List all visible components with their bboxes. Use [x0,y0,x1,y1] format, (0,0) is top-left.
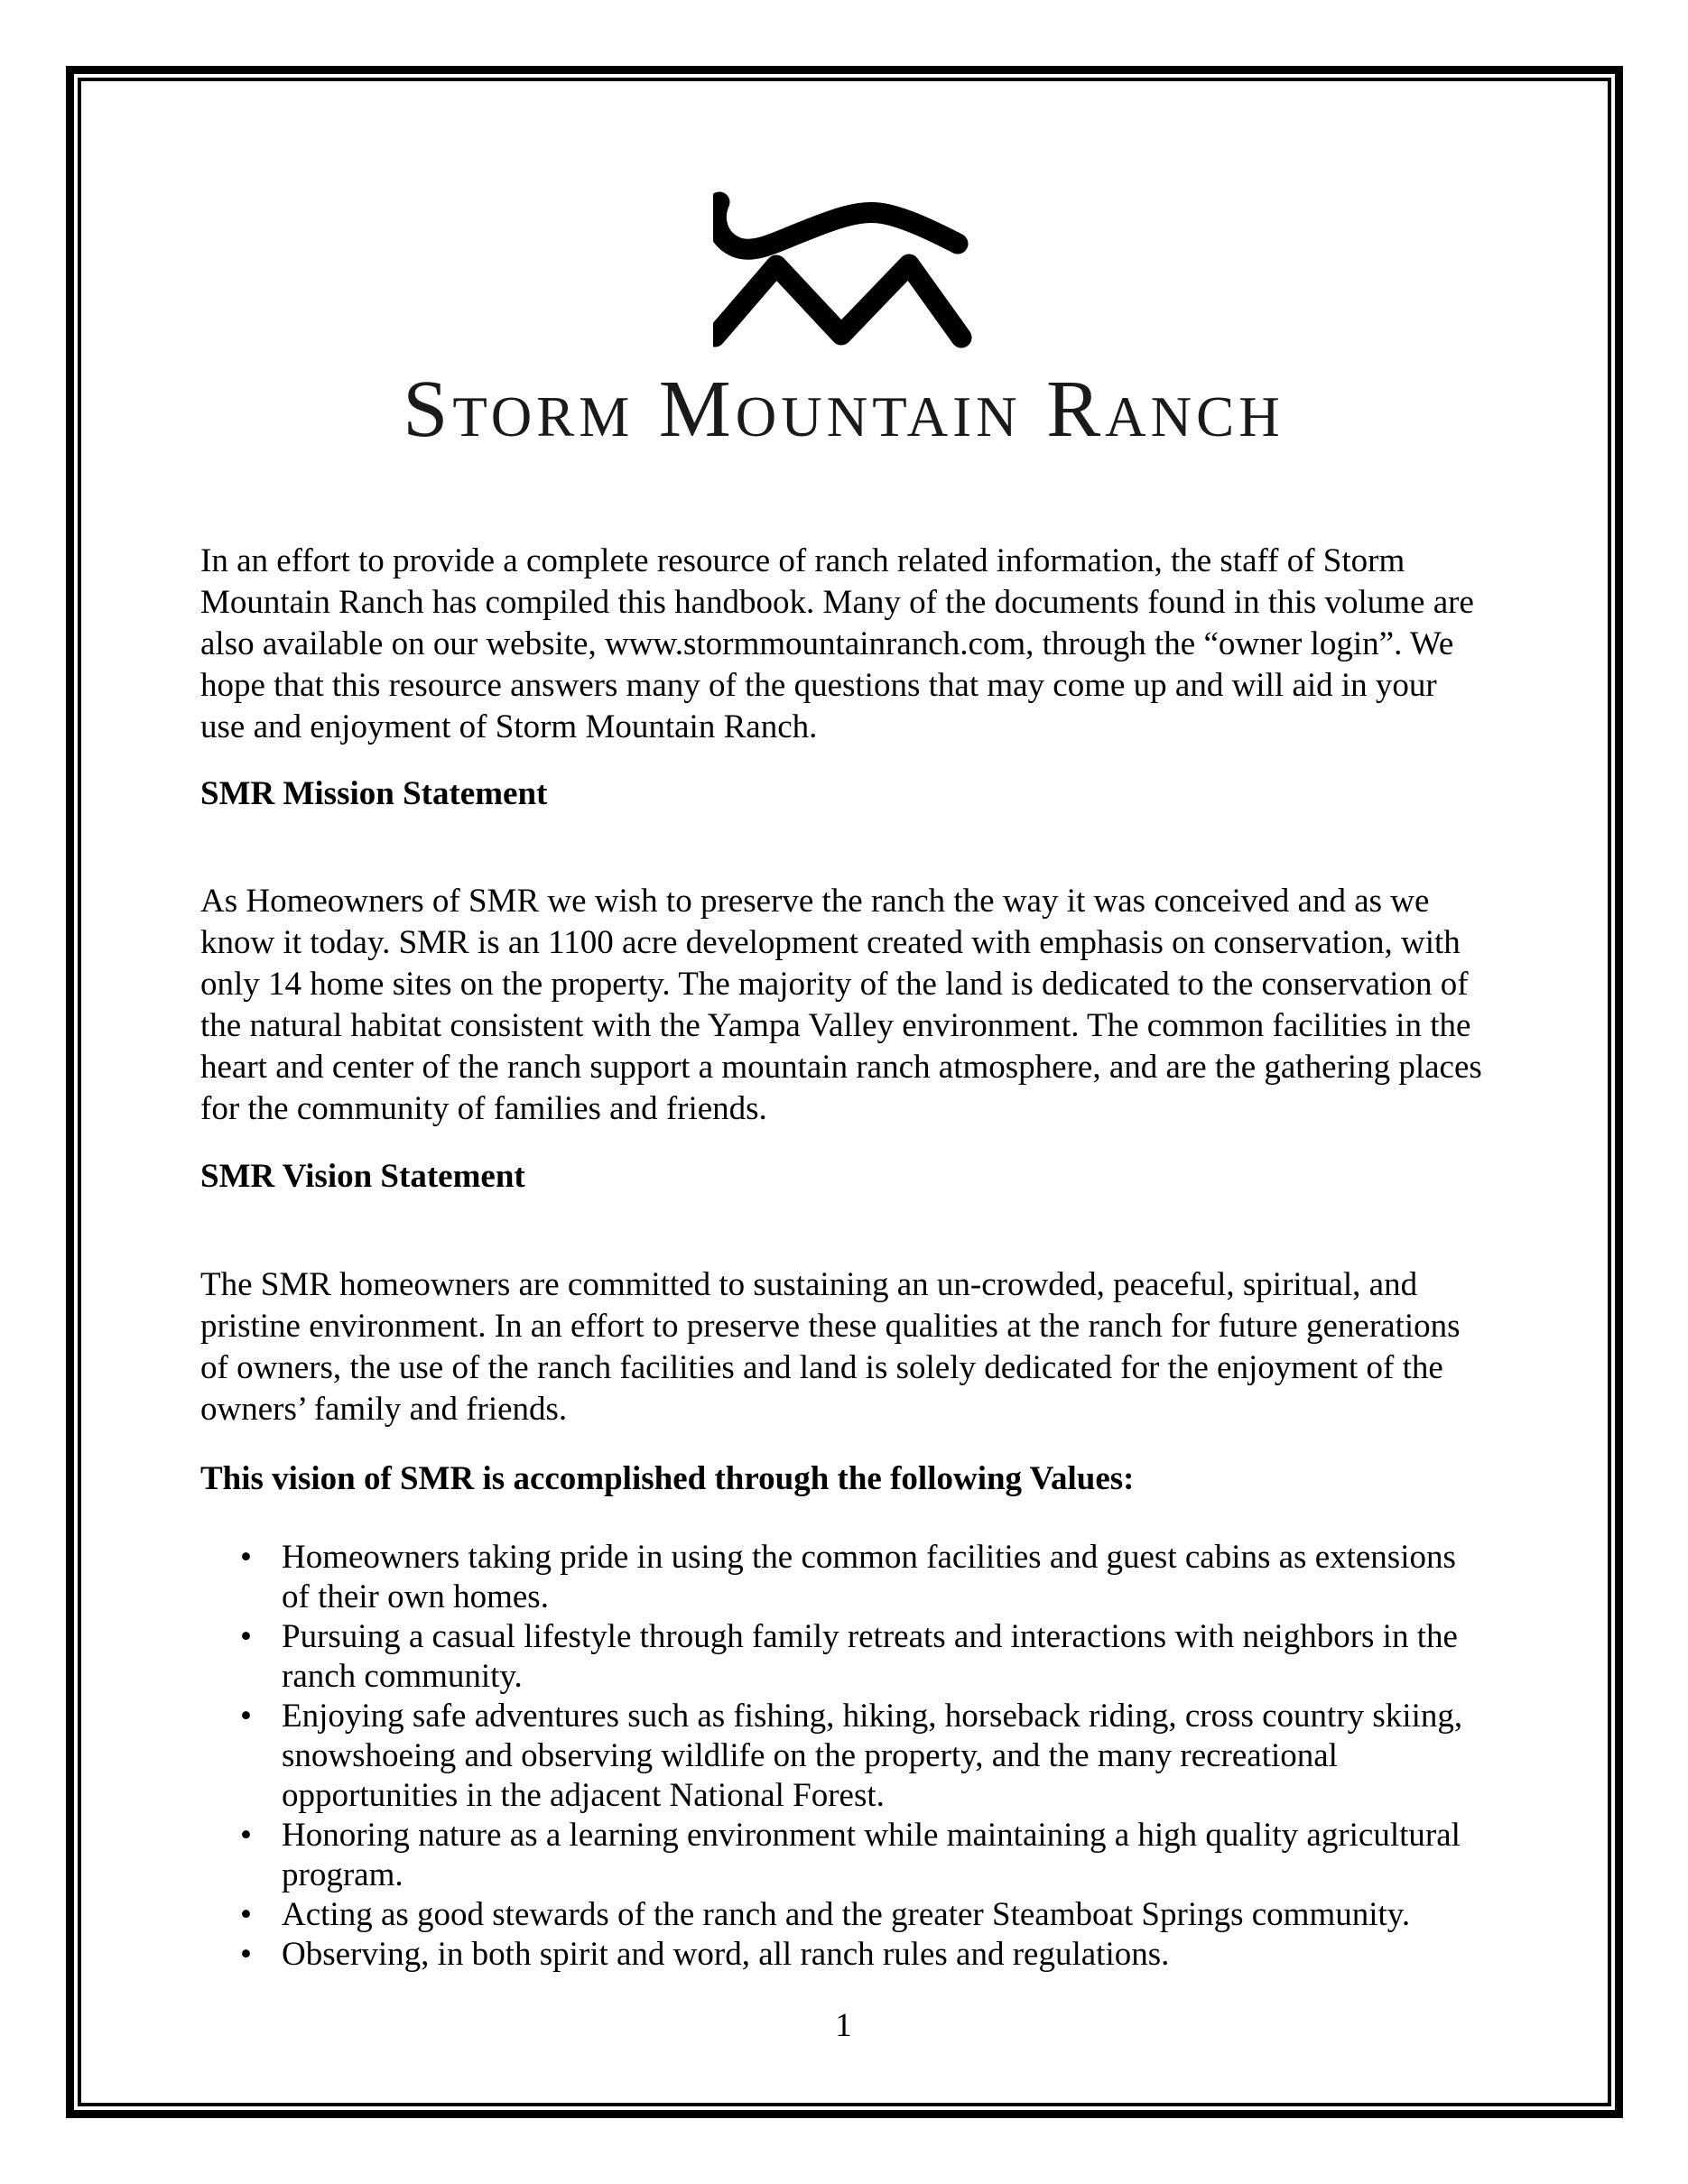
values-list-item: • Honoring nature as a learning environment while maintaining a high quality agricultural program. [200,1816,1487,1895]
mission-statement-paragraph: As Homeowners of SMR we wish to preserve the ranch the way it was conceived and as we know it today. SMR is an 1100 acre development created with emphasis on conservation, with only 14 home sites on the property. The majority of the land is dedicated to the conservation of the natural habitat consistent with the Yampa Valley environment. The common facilities in the heart and center of the ranch support a mountain ranch atmosphere, and are the gathering places for the community of families and friends. [200,883,1482,1127]
values-list [200,1538,1487,1975]
mountain-logo-icon [713,190,975,352]
vision-statement-paragraph: The SMR homeowners are committed to sustaining an un-crowded, peaceful, spiritual, and pristine environment. In an effort to preserve these qualities at the ranch for future generations of owners, the use of the ranch facilities and land is solely dedicated for the enjoyment of the owners’ family and friends. [200,1266,1461,1428]
page-number: 1 [835,2007,852,2044]
values-list-item: • Observing, in both spirit and word, all ranch rules and regulations. [200,1935,1487,1975]
values-list-item: • Pursuing a casual lifestyle through family retreats and interactions with neighbors in the ranch community. [200,1617,1487,1697]
vision-statement-heading: SMR Vision Statement [200,1158,525,1195]
values-list-item: • Acting as good stewards of the ranch and the greater Steamboat Springs community. [200,1895,1487,1935]
mission-statement-heading: SMR Mission Statement [200,775,548,812]
values-heading: This vision of SMR is accomplished through the following Values: [200,1460,1135,1497]
page-content [200,0,1487,2184]
values-list-item: • Homeowners taking pride in using the common facilities and guest cabins as extensions of their own homes. [200,1538,1487,1617]
logo-wordmark: Storm Mountain Ranch [403,365,1285,454]
intro-paragraph: In an effort to provide a complete resource of ranch related information, the staff of Storm Mountain Ranch has compiled this handbook. Many of the documents found in this volume are also available on our website, www.stormmountainranch.com, through the “owner login”. We hope that this resource answers many of the questions that may come up and will aid in your use and enjoyment of Storm Mountain Ranch. [200,542,1474,745]
values-list-item: • Enjoying safe adventures such as fishing, hiking, horseback riding, cross country skiing, snowshoeing and observing wildlife on the property, and the many recreational opportunities in the adjacent National Forest. [200,1697,1487,1816]
